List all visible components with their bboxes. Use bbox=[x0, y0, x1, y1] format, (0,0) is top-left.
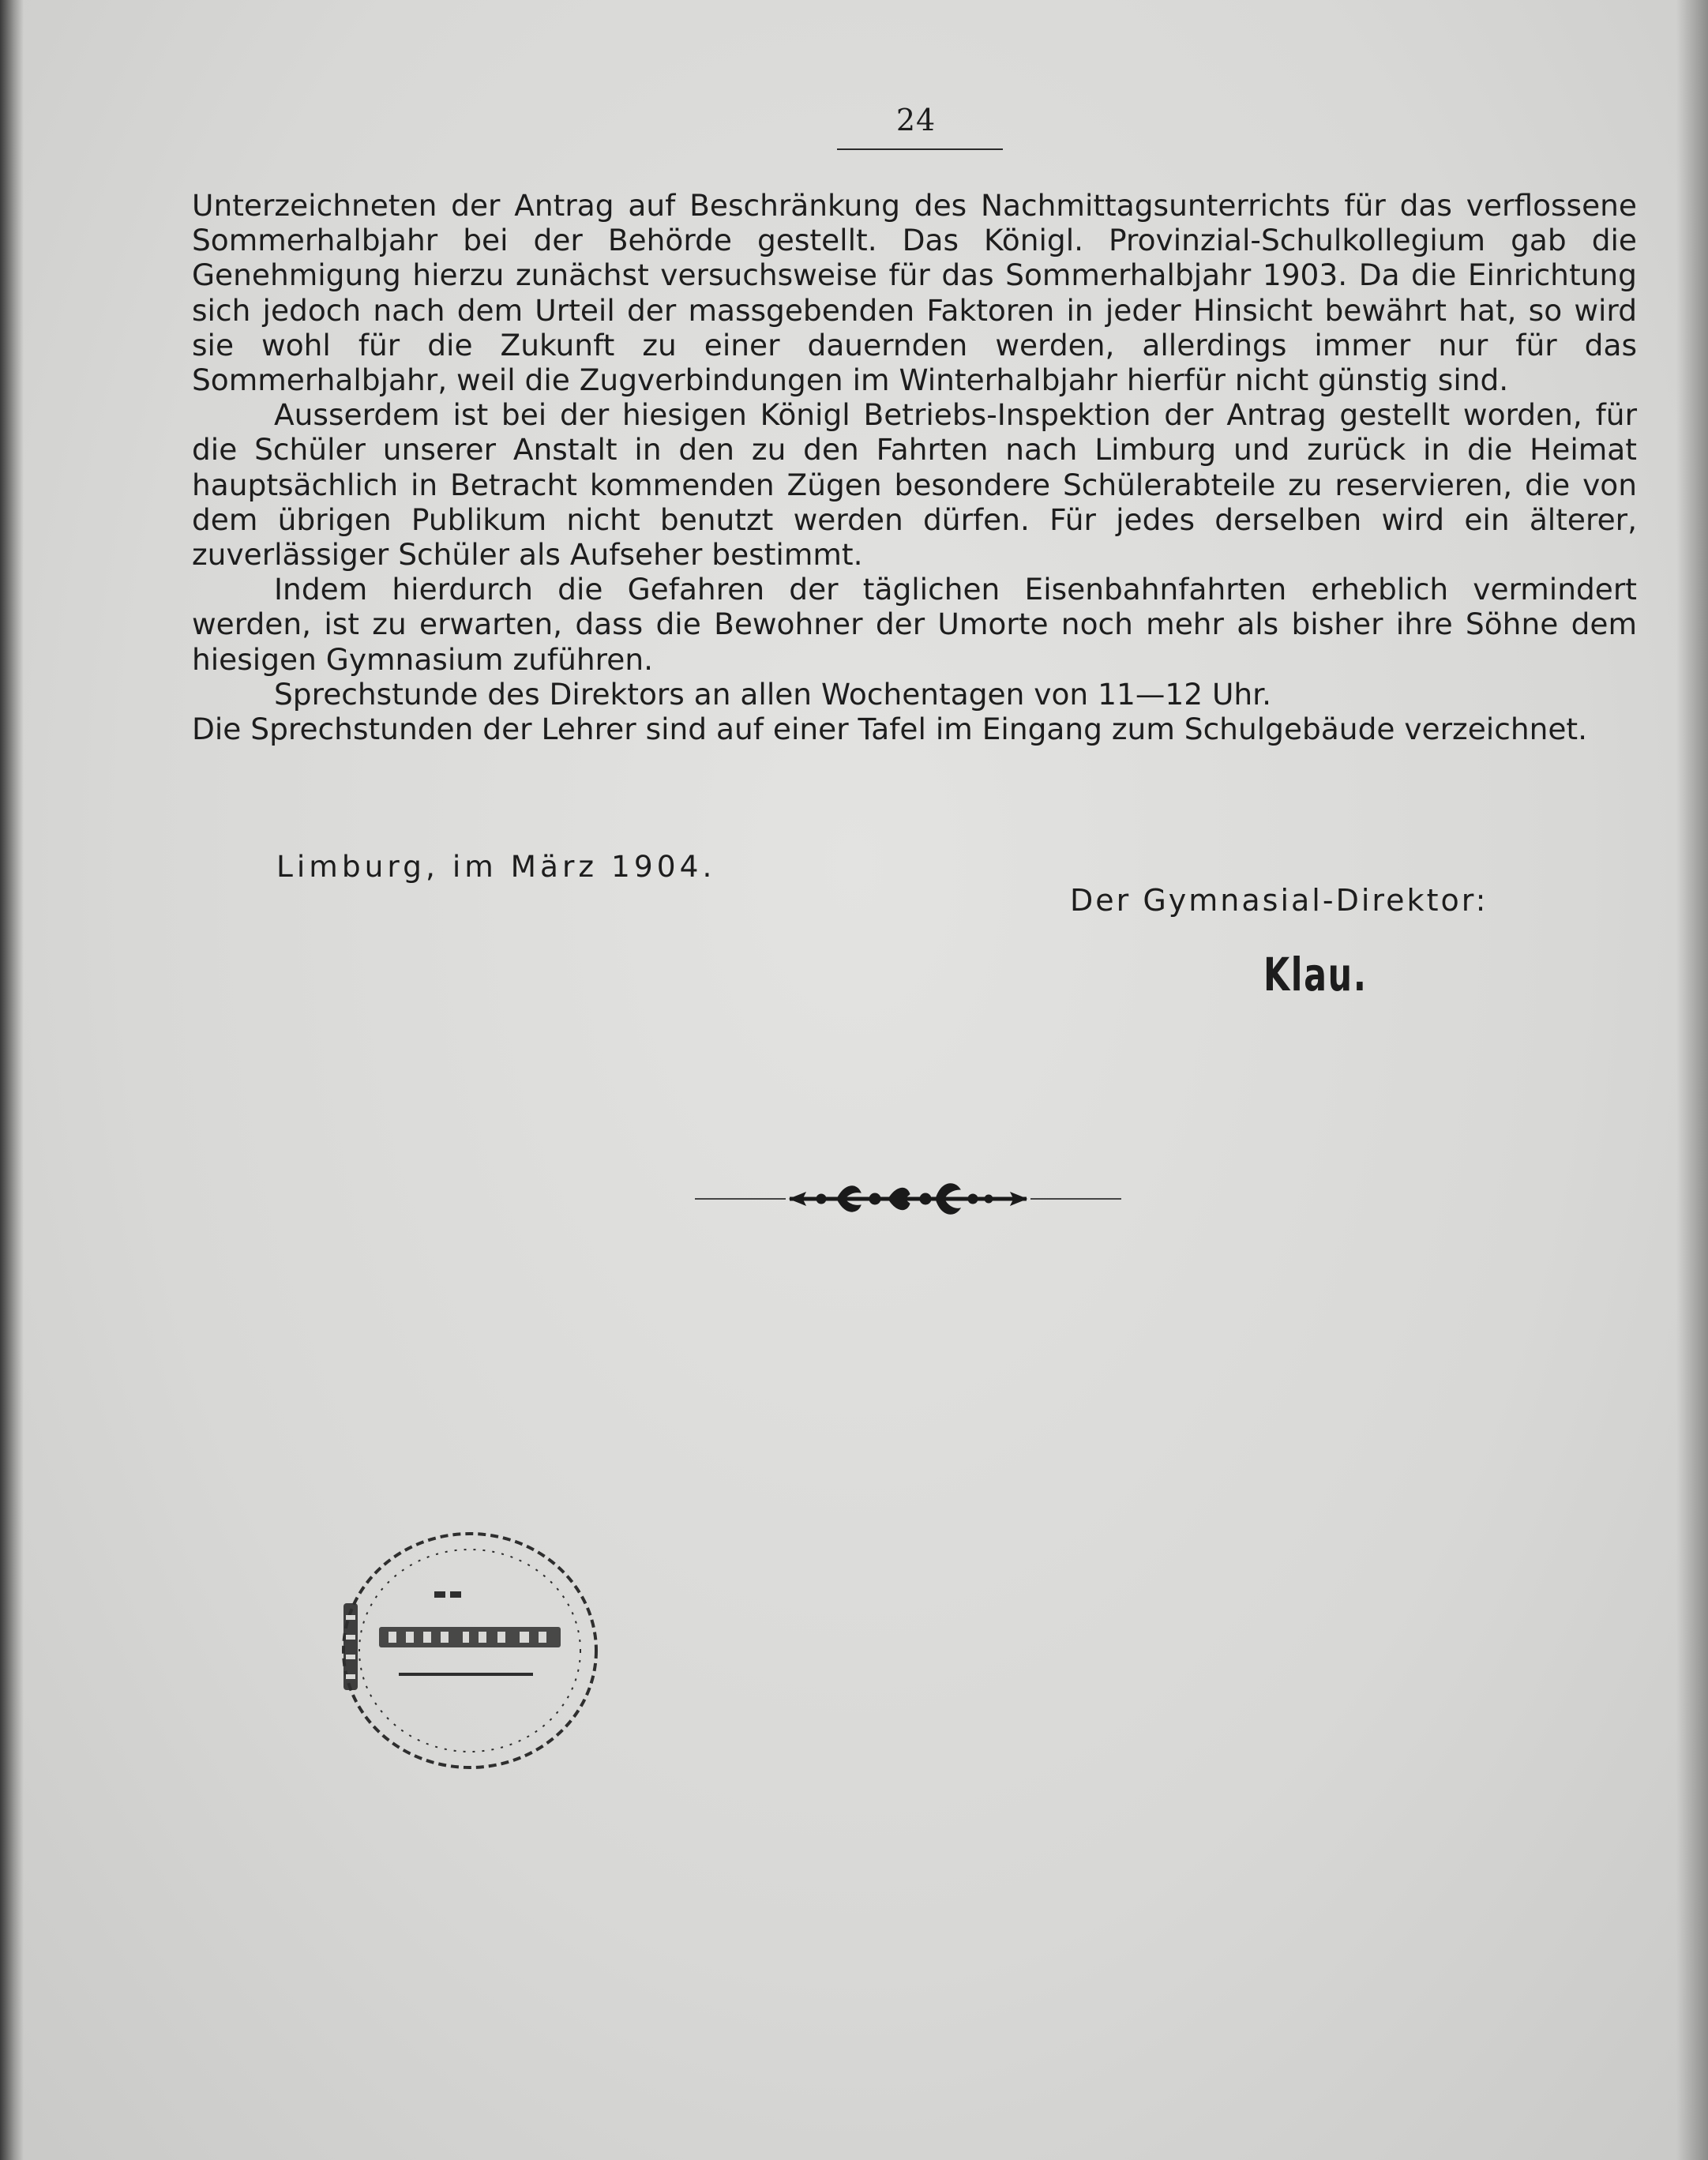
dateline: Limburg, im März 1904. bbox=[276, 849, 716, 884]
signer-title: Der Gymnasial-Direktor: bbox=[1070, 883, 1488, 918]
page-edge-shadow-left bbox=[0, 0, 24, 2160]
page-number: 24 bbox=[895, 103, 937, 137]
paragraph-4: Sprechstunde des Direktors an allen Wochentagen von 11—12 Uhr. bbox=[274, 676, 1272, 712]
ornament-divider bbox=[695, 1175, 1121, 1223]
institution-stamp bbox=[324, 1516, 616, 1785]
page-edge-shadow-right bbox=[1676, 0, 1708, 2160]
paragraph-5: Die Sprechstunden der Lehrer sind auf einer Tafel im Eingang zum Schulgebäude verzeichnet. bbox=[192, 712, 1588, 747]
paragraph-2: Ausserdem ist bei der hiesigen Königl Betriebs-Inspektion der Antrag gestellt worden, für die Schüler unserer Anstalt in den zu den Fahrten nach Limburg und zurück in die Heimat hauptsächlich in Betracht kommenden Zügen besondere Schülerabteile zu reservieren, die von dem übrigen Publikum nicht benutzt werden dürfen. Für jedes derselben wird ein älterer, zuverlässiger Schüler als Aufseher bestimmt. bbox=[192, 397, 1637, 573]
page-number-rule bbox=[837, 148, 1003, 150]
paragraph-1: Unterzeichneten der Antrag auf Beschränkung des Nachmittagsunterrichts für das verflossene Sommerhalbjahr bei der Behörde gestellt. Das Königl. Provinzial-Schulkollegium gab die Genehmigung hierzu zunächst versuchsweise für das Sommerhalbjahr 1903. Da die Einrichtung sich jedoch nach dem Urteil der massgebenden Faktoren in jeder Hinsicht bewährt hat, so wird sie wohl für die Zukunft zu einer dauernden werden, allerdings immer nur für das Sommerhalbjahr, weil die Zugverbindungen im Winterhalbjahr hierfür nicht günstig sind. bbox=[192, 188, 1637, 398]
body-text bbox=[192, 188, 1637, 746]
paragraph-3: Indem hierdurch die Gefahren der täglichen Eisenbahnfahrten erheblich vermindert werden, ist zu erwarten, dass die Bewohner der Umorte noch mehr als bisher ihre Söhne dem hiesigen Gymnasium zuführen. bbox=[192, 572, 1637, 677]
signature: Klau. bbox=[1263, 948, 1368, 1001]
